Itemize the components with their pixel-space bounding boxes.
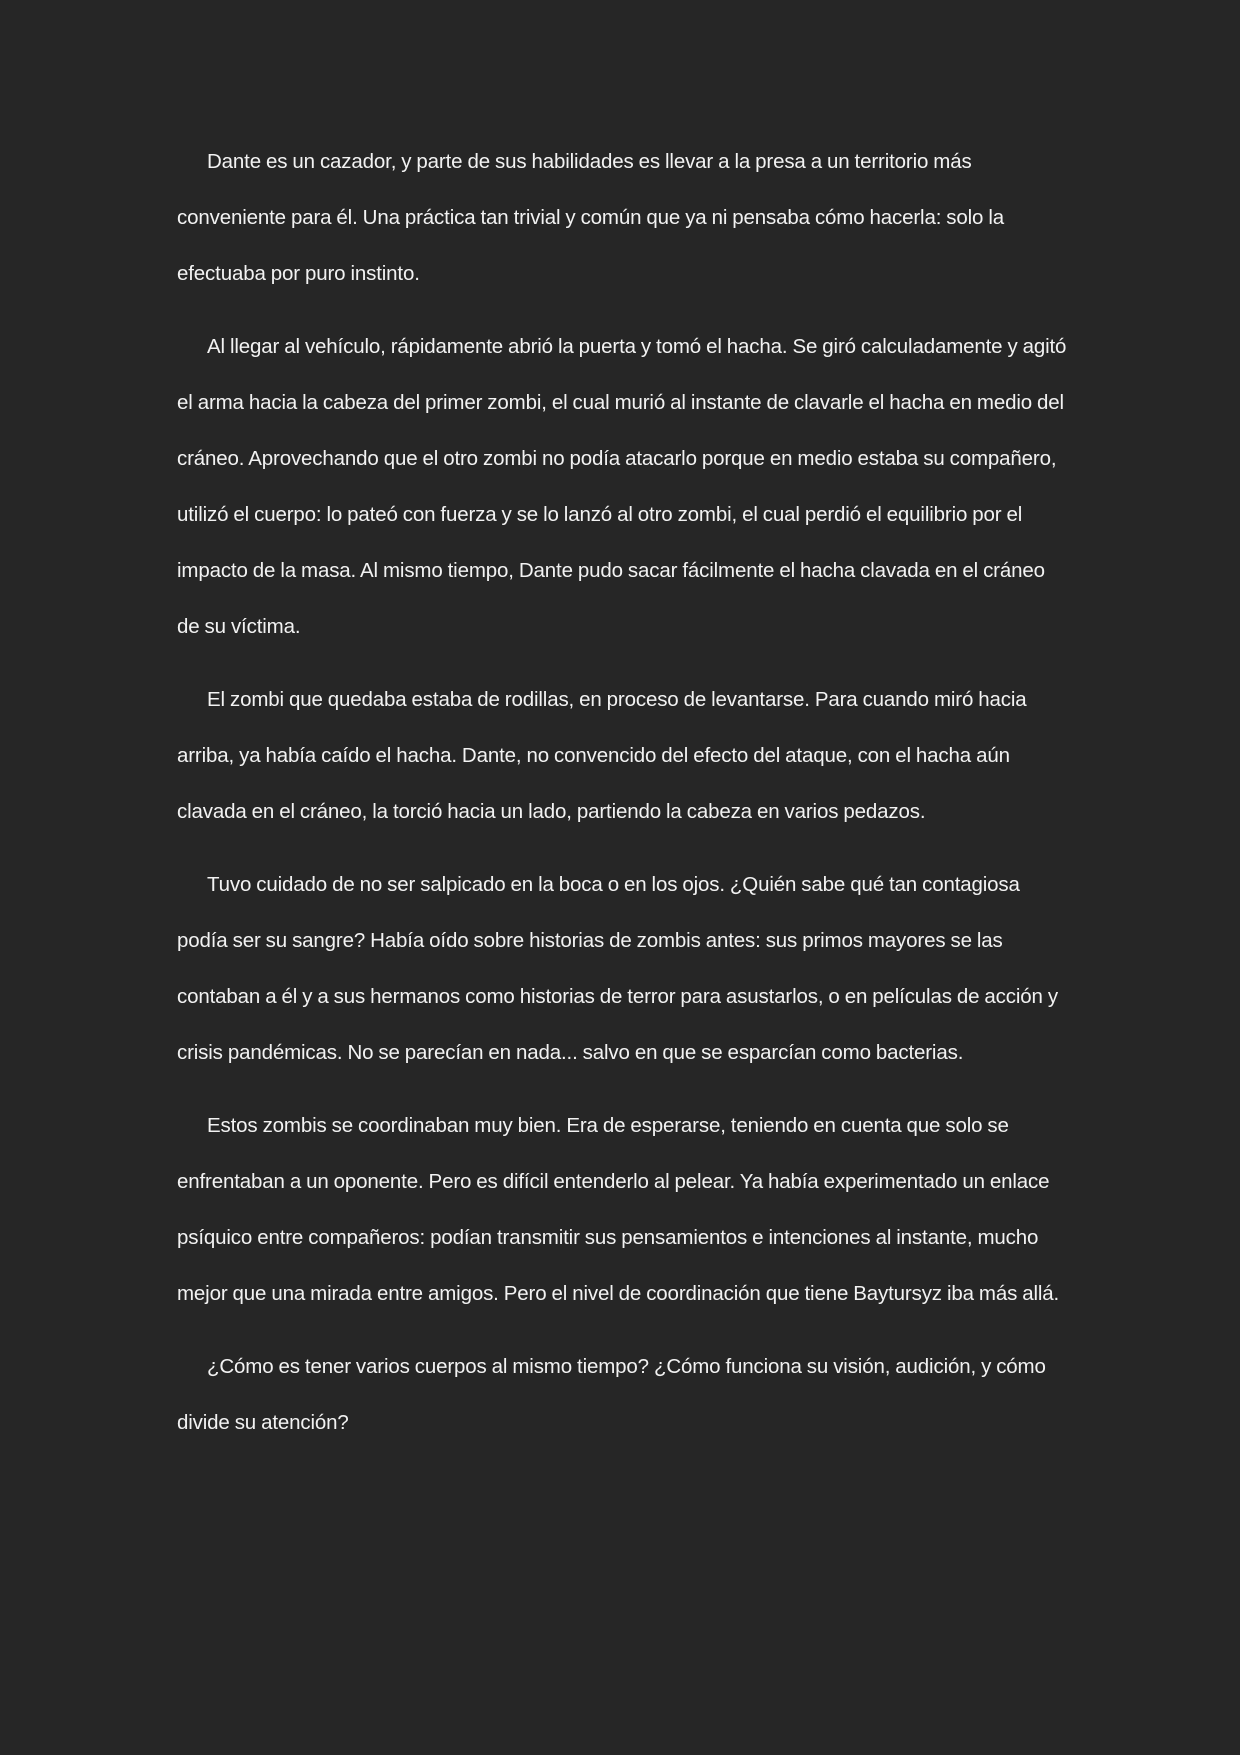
- paragraph-1: Dante es un cazador, y parte de sus habilidades es llevar a la presa a un territorio más conveniente para él. Una práctica tan trivial y común que ya ni pensaba cómo hacerla: solo la efectuaba por puro instinto.: [177, 150, 1005, 285]
- paragraph-2: Al llegar al vehículo, rápidamente abrió la puerta y tomó el hacha. Se giró calculadamente y agitó el arma hacia la cabeza del primer zombi, el cual murió al instante de clavarle el hacha en medio del cráneo. Aprovechando que el otro zombi no podía atacarlo porque en medio estaba su compañero, utilizó el cuerpo: lo pateó con fuerza y se lo lanzó al otro zombi, el cual perdió el equilibrio por el impacto de la masa. Al mismo tiempo, Dante pudo sacar fácilmente el hacha clavada en el cráneo de su víctima.: [177, 335, 1067, 638]
- document-body: [177, 134, 1072, 1468]
- paragraph-5: Estos zombis se coordinaban muy bien. Era de esperarse, teniendo en cuenta que solo se enfrentaban a un oponente. Pero es difícil entenderlo al pelear. Ya había experimentado un enlace psíquico entre compañeros: podían transmitir sus pensamientos e intenciones al instante, mucho mejor que una mirada entre amigos. Pero el nivel de coordinación que tiene Baytursyz iba más allá.: [177, 1114, 1060, 1305]
- paragraph-3: El zombi que quedaba estaba de rodillas, en proceso de levantarse. Para cuando miró hacia arriba, ya había caído el hacha. Dante, no convencido del efecto del ataque, con el hacha aún clavada en el cráneo, la torció hacia un lado, partiendo la cabeza en varios pedazos.: [177, 688, 1027, 823]
- paragraph-4: Tuvo cuidado de no ser salpicado en la boca o en los ojos. ¿Quién sabe qué tan contagiosa podía ser su sangre? Había oído sobre historias de zombis antes: sus primos mayores se las contaban a él y a sus hermanos como historias de terror para asustarlos, o en películas de acción y crisis pandémicas. No se parecían en nada... salvo en que se esparcían como bacterias.: [177, 873, 1058, 1064]
- paragraph-6: ¿Cómo es tener varios cuerpos al mismo tiempo? ¿Cómo funciona su visión, audición, y cómo divide su atención?: [177, 1355, 1046, 1434]
